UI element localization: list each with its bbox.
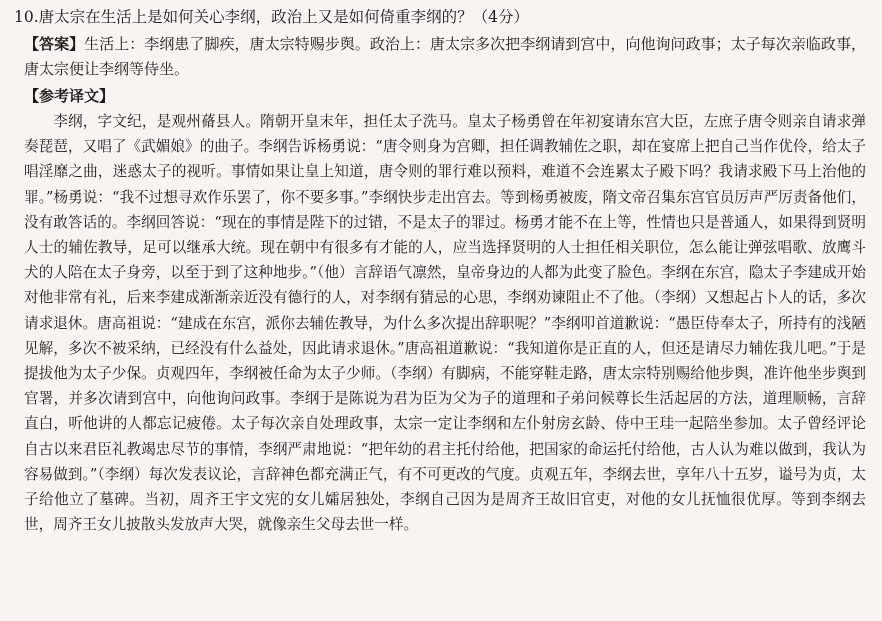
translation-heading <box>24 84 866 109</box>
question-text: 10.唐太宗在生活上是如何关心李纲，政治上又是如何倚重李纲的？（4分） <box>14 8 530 26</box>
question-line <box>14 4 866 30</box>
translation-label: 【参考译文】 <box>24 87 115 105</box>
page-bottom-edge <box>0 615 882 621</box>
answer-label: 【答案】 <box>24 35 85 53</box>
translation-paragraph: 李纲，字文纪，是观州蓨县人。隋朝开皇末年，担任太子洗马。皇太子杨勇曾在年初宴请东宫大臣，左庶子唐令则亲自请求弹奏琵琶，又唱了《武媚娘》的曲子。李纲告诉杨勇说：“唐令则身为宫卿，担任调教辅佐之职，却在宴席上把自己当作优伶，给太子唱淫靡之曲，迷惑太子的视听。事情如果让皇上知道，唐令则的罪行难以预料，难道不会连累太子殿下吗？我请求殿下马上治他的罪。”杨勇说：“我不过想寻欢作乐罢了，你不要多事。”李纲快步走出宫去。等到杨勇被废，隋文帝召集东宫官员厉声严厉责备他们，没有敢答话的。李纲回答说：“现在的事情是陛下的过错，不是太子的罪过。杨勇才能不在上等，性情也只是普通人，如果得到贤明人士的辅佐教导，足可以继承大统。现在朝中有很多有才能的人，应当选择贤明的人士担任相关职位，怎么能让弹弦唱歌、放鹰斗犬的人陪在太子身旁，以至于到了这种地步。”（他）言辞语气凛然，皇帝身边的人都为此变了脸色。李纲在东宫，隐太子李建成开始对他非常有礼，后来李建成渐渐亲近没有德行的人，对李纲有猜忌的心思，李纲劝谏阻止不了他。（李纲）又想起占卜人的话，多次请求退休。唐高祖说：“建成在东宫，派你去辅佐教导，为什么多次提出辞职呢？”李纲叩首道歉说：“愚臣侍奉太子，所持有的浅陋见解，多次不被采纳，已经没有什么益处，因此请求退休。”唐高祖道歉说：“我知道你是正直的人，但还是请尽力辅佐我儿吧。”于是提拔他为太子少保。贞观四年，李纲被任命为太子少师。（李纲）有脚病，不能穿鞋走路，唐太宗特别赐给他步舆，准许他坐步舆到官署，并多次请到宫中，向他询问政事。李纲于是陈说为君为臣为父为子的道理和子弟问候尊长生活起居的方法，道理顺畅，言辞直白，听他讲的人都忘记疲倦。太子每次亲自处理政事，太宗一定让李纲和左仆射房玄龄、侍中王珪一起陪坐参加。太子曾经评论自古以来君臣礼教竭忠尽节的事情，李纲严肃地说：“把年幼的君主托付给他，把国家的命运托付给他，古人认为难以做到，我认为容易做到。”（李纲）每次发表议论，言辞神色都充满正气，有不可更改的气度。贞观五年，李纲去世，享年八十五岁，谥号为贞，太子给他立了墓碑。当初，周齐王宇文宪的女儿孀居独处，李纲自己因为是周齐王故旧官吏，对他的女儿抚恤很优厚。等到李纲去世，周齐王女儿披散头发放声大哭，就像亲生父母去世一样。 <box>24 113 866 534</box>
answer-text: 生活上：李纲患了脚疾，唐太宗特赐步舆。政治上：唐太宗多次把李纲请到宫中，向他询问政事；太子每次亲临政事，唐太宗便让李纲等侍坐。 <box>24 35 866 78</box>
answer-block <box>24 32 866 82</box>
